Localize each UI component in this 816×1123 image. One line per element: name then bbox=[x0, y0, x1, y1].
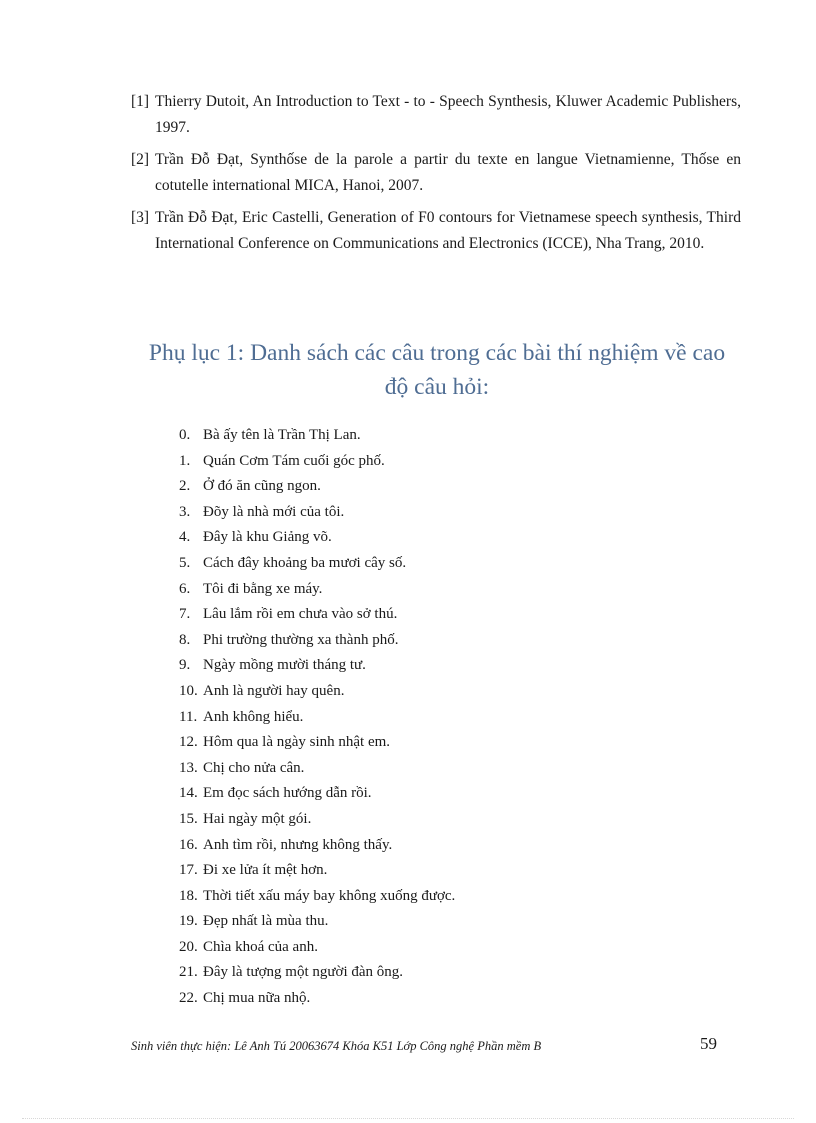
sentence-item bbox=[179, 602, 455, 628]
sentence-number: 6. bbox=[179, 580, 191, 597]
sentence-item bbox=[179, 807, 455, 833]
sentence-item bbox=[179, 858, 455, 884]
reference-number: [1] bbox=[131, 93, 150, 110]
sentence-text: Chị cho nửa cân. bbox=[203, 759, 305, 776]
reference-number: [2] bbox=[131, 151, 150, 168]
page-number: 59 bbox=[700, 1034, 717, 1053]
sentence-item bbox=[179, 884, 455, 910]
sentence-number: 0. bbox=[179, 427, 191, 443]
sentence-text: Ở đó ăn cũng ngon. bbox=[203, 478, 321, 495]
sentence-text: Phi trường thường xa thành phố. bbox=[203, 631, 399, 648]
sentence-item bbox=[179, 935, 455, 961]
sentence-item bbox=[179, 679, 455, 705]
sentence-number: 1. bbox=[179, 452, 191, 469]
sentence-text: Ngày mồng mười tháng tư. bbox=[203, 657, 366, 674]
sentence-text: Thời tiết xấu máy bay không xuống được. bbox=[203, 887, 456, 904]
reference-text: Trần Đỗ Đạt, Eric Castelli, Generation of F0 contours for Vietnamese speech synthesis, Third International Conference on Communications and Electronics (ICCE), Nha Trang, 2010. bbox=[155, 209, 741, 252]
sentence-number: 9. bbox=[179, 657, 191, 674]
sentence-text: Đẹp nhất là mùa thu. bbox=[203, 913, 329, 930]
reference-item bbox=[131, 205, 741, 256]
reference-list bbox=[131, 89, 741, 263]
sentence-item bbox=[179, 577, 455, 603]
sentence-text: Anh không hiểu. bbox=[203, 708, 304, 725]
sentence-item bbox=[179, 500, 455, 526]
sentence-number: 13. bbox=[179, 759, 198, 776]
sentence-text: Đi xe lửa ít mệt hơn. bbox=[203, 862, 328, 879]
sentence-text: Tôi đi bằng xe máy. bbox=[203, 580, 323, 597]
sentence-number: 8. bbox=[179, 631, 191, 648]
sentence-item bbox=[179, 909, 455, 935]
sentence-number: 7. bbox=[179, 606, 191, 623]
footer-author-info: Sinh viên thực hiện: Lê Anh Tú 20063674 Khóa K51 Lớp Công nghệ Phần mềm B bbox=[131, 1039, 542, 1053]
page-bottom-divider bbox=[22, 1118, 794, 1119]
sentence-item bbox=[179, 756, 455, 782]
sentence-text: Hai ngày một gói. bbox=[203, 810, 312, 827]
sentence-item bbox=[179, 653, 455, 679]
sentence-text: Chị mua nữa nhộ. bbox=[203, 990, 311, 1007]
sentence-number: 18. bbox=[179, 887, 198, 904]
sentence-item bbox=[179, 833, 455, 859]
sentence-item bbox=[179, 423, 455, 449]
sentence-number: 10. bbox=[179, 682, 198, 699]
sentence-item bbox=[179, 730, 455, 756]
appendix-heading-line-2: độ câu hỏi: bbox=[384, 374, 490, 400]
sentence-item bbox=[179, 474, 455, 500]
sentence-number: 4. bbox=[179, 529, 191, 546]
sentence-text: Lâu lắm rồi em chưa vào sở thú. bbox=[203, 606, 398, 623]
reference-text: Thierry Dutoit, An Introduction to Text - to - Speech Synthesis, Kluwer Academic Publishers, 1997. bbox=[155, 93, 741, 136]
reference-item bbox=[131, 89, 741, 140]
reference-text: Trần Đỗ Đạt, Synthốse de la parole a partir du texte en langue Vietnamienne, Thốse en cotutelle international MICA, Hanoi, 2007. bbox=[155, 151, 741, 194]
sentence-number: 12. bbox=[179, 734, 198, 751]
sentence-text: Hôm qua là ngày sinh nhật em. bbox=[203, 734, 391, 751]
sentence-item bbox=[179, 628, 455, 654]
sentence-item bbox=[179, 705, 455, 731]
sentence-item bbox=[179, 960, 455, 986]
sentence-item bbox=[179, 551, 455, 577]
sentence-text: Anh tìm rồi, nhưng không thấy. bbox=[203, 836, 393, 853]
sentence-item bbox=[179, 781, 455, 807]
sentence-text: Cách đây khoảng ba mươi cây số. bbox=[203, 554, 407, 571]
sentence-number: 20. bbox=[179, 938, 198, 955]
sentence-text: Bà ấy tên là Trần Thị Lan. bbox=[203, 427, 361, 443]
sentence-number: 15. bbox=[179, 810, 198, 827]
reference-number: [3] bbox=[131, 209, 150, 226]
sentence-list bbox=[179, 423, 455, 1012]
sentence-text: Chìa khoá của anh. bbox=[203, 938, 318, 955]
sentence-number: 19. bbox=[179, 913, 198, 930]
sentence-number: 16. bbox=[179, 836, 198, 853]
reference-item bbox=[131, 147, 741, 198]
sentence-item bbox=[179, 525, 455, 551]
sentence-text: Đây là tượng một người đàn ông. bbox=[203, 964, 404, 981]
sentence-text: Đõy là nhà mới của tôi. bbox=[203, 503, 345, 520]
sentence-text: Quán Cơm Tám cuối góc phố. bbox=[203, 452, 385, 469]
sentence-text: Đây là khu Giảng võ. bbox=[203, 529, 332, 546]
sentence-number: 17. bbox=[179, 862, 198, 879]
sentence-number: 2. bbox=[179, 478, 191, 495]
sentence-item bbox=[179, 449, 455, 475]
appendix-heading bbox=[120, 336, 754, 404]
sentence-number: 3. bbox=[179, 503, 191, 520]
sentence-item bbox=[179, 986, 455, 1012]
sentence-number: 14. bbox=[179, 785, 198, 802]
sentence-text: Em đọc sách hướng dẫn rồi. bbox=[203, 785, 372, 802]
sentence-text: Anh là người hay quên. bbox=[203, 682, 345, 699]
appendix-heading-line-1: Phụ lục 1: Danh sách các câu trong các bài thí nghiệm về cao bbox=[148, 340, 726, 366]
sentence-number: 11. bbox=[179, 708, 198, 725]
sentence-number: 22. bbox=[179, 990, 198, 1007]
sentence-number: 21. bbox=[179, 964, 198, 981]
sentence-number: 5. bbox=[179, 554, 191, 571]
